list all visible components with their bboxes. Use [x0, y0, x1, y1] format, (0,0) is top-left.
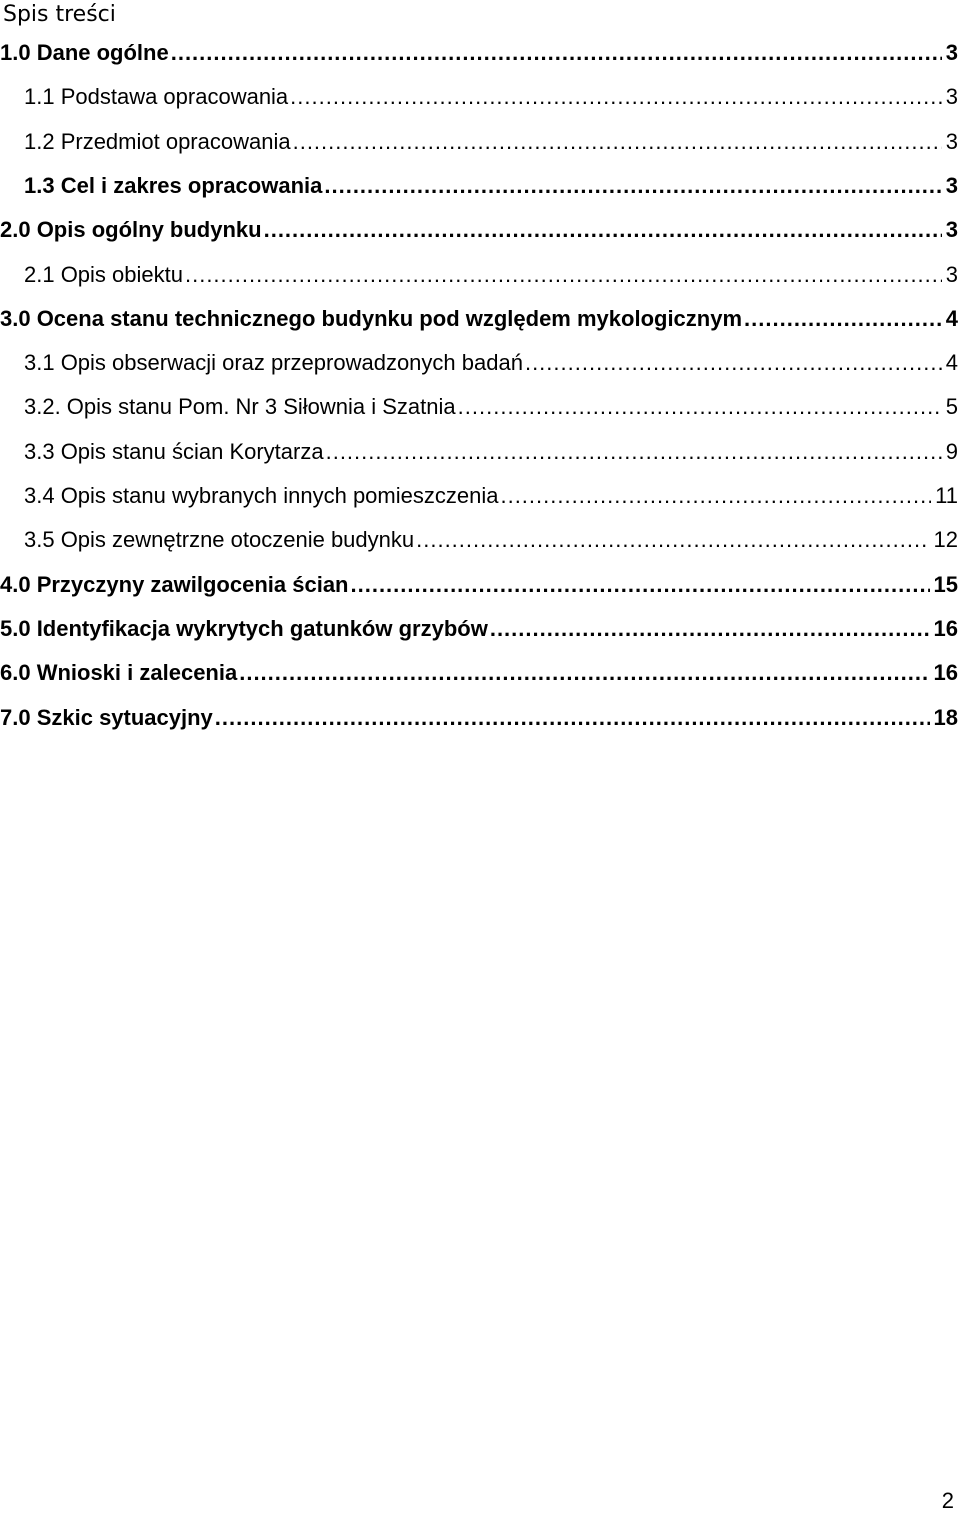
toc-entry-page: 5 — [945, 394, 958, 420]
toc-entry-label: 1.0 Dane ogólne — [0, 40, 169, 65]
toc-entry-page: 12 — [933, 527, 958, 553]
toc-entry-label: 1.2 Przedmiot opracowania — [24, 128, 291, 154]
toc-dot-leader — [239, 658, 929, 688]
toc-dot-leader — [351, 570, 930, 600]
toc-dot-leader — [416, 525, 929, 555]
toc-title: Spis treści — [3, 2, 116, 27]
toc-entry-page: 15 — [933, 571, 958, 597]
toc-entry[interactable] — [24, 82, 958, 112]
toc-entry-label: 1.3 Cel i zakres opracowania — [24, 172, 323, 198]
toc-entry-page: 16 — [933, 615, 958, 641]
toc-dot-leader — [264, 215, 942, 245]
toc-entry-label: 7.0 Szkic sytuacyjny — [0, 704, 213, 730]
toc-entry-label: 3.1 Opis obserwacji oraz przeprowadzonych badań — [24, 350, 523, 376]
toc-entry-label: 4.0 Przyczyny zawilgocenia ścian — [0, 571, 349, 597]
toc-entry-label: 3.0 Ocena stanu technicznego budynku pod względem mykologicznym — [0, 305, 743, 331]
toc-entry-label: 2.1 Opis obiektu — [24, 261, 183, 287]
toc-dot-leader — [500, 481, 931, 511]
toc-entry[interactable] — [24, 260, 958, 290]
toc-entry-label: 3.5 Opis zewnętrzne otoczenie budynku — [24, 527, 415, 553]
toc-entry-label: 5.0 Identyfikacja wykrytych gatunków grzybów — [0, 615, 488, 641]
toc-entry[interactable] — [24, 392, 958, 422]
toc-dot-leader — [324, 171, 941, 201]
toc-entry[interactable] — [24, 481, 958, 511]
toc-entry[interactable] — [0, 38, 958, 68]
toc-dot-leader — [215, 703, 930, 733]
toc-entry-label: 6.0 Wnioski i zalecenia — [0, 660, 238, 686]
toc-dot-leader — [744, 304, 942, 334]
toc-entry-page: 16 — [933, 660, 958, 686]
toc-entry-page: 3 — [945, 172, 958, 198]
toc-dot-leader — [458, 392, 942, 422]
toc-entry-label: 2.0 Opis ogólny budynku — [0, 217, 262, 243]
toc-dot-leader — [326, 437, 942, 467]
toc-entry-label: 1.1 Podstawa opracowania — [24, 84, 289, 110]
toc-entry-page: 3 — [945, 84, 958, 110]
toc-entry[interactable] — [0, 658, 958, 688]
toc-dot-leader — [171, 38, 942, 68]
toc-entry[interactable] — [24, 525, 958, 555]
toc-entry[interactable] — [0, 215, 958, 245]
toc-entry-page: 11 — [935, 483, 958, 508]
toc-entry-label: 3.3 Opis stanu ścian Korytarza — [24, 438, 324, 464]
toc-entry[interactable] — [0, 703, 958, 733]
toc-dot-leader — [293, 127, 942, 157]
toc-entry-page: 9 — [945, 438, 958, 464]
toc-entry[interactable] — [0, 614, 958, 644]
toc-entry-page: 4 — [945, 350, 958, 376]
toc-entry[interactable] — [24, 348, 958, 378]
toc-dot-leader — [525, 348, 942, 378]
toc-entry-page: 3 — [945, 217, 958, 243]
toc-entry[interactable] — [24, 171, 958, 201]
toc-dot-leader — [490, 614, 930, 644]
toc-entry[interactable] — [0, 304, 958, 334]
toc-entry[interactable] — [0, 570, 958, 600]
toc-entry-page: 18 — [933, 704, 958, 730]
toc-entry[interactable] — [24, 437, 958, 467]
toc-entry[interactable] — [24, 127, 958, 157]
page-number: 2 — [941, 1488, 954, 1513]
toc-entry-label: 3.2. Opis stanu Pom. Nr 3 Siłownia i Szatnia — [24, 394, 456, 420]
toc-dot-leader — [290, 82, 942, 112]
toc-entry-label: 3.4 Opis stanu wybranych innych pomieszczenia — [24, 483, 499, 508]
toc-entry-page: 4 — [945, 305, 958, 331]
toc-entry-page: 3 — [945, 40, 958, 65]
toc-entry-page: 3 — [945, 261, 958, 287]
toc-entry-page: 3 — [945, 128, 958, 154]
toc-dot-leader — [185, 260, 942, 290]
